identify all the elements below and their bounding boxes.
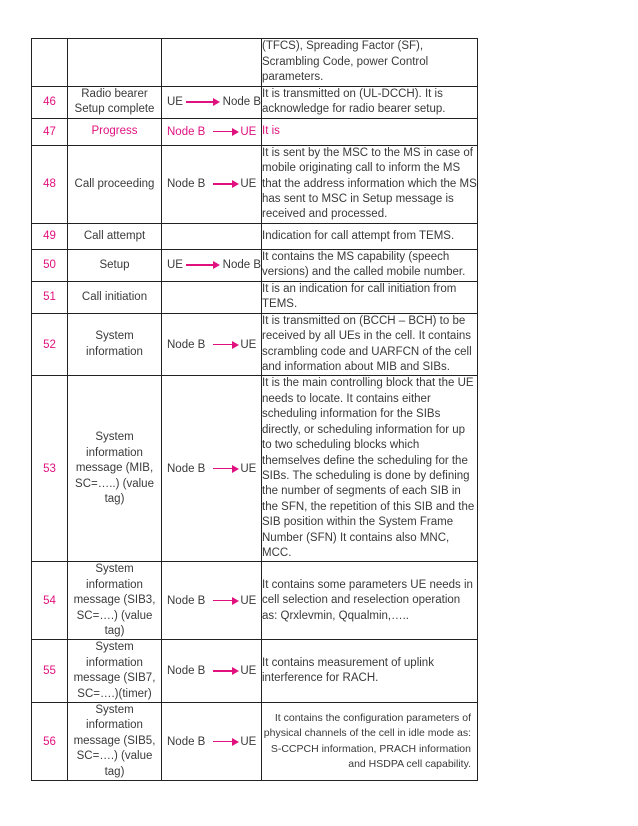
direction-to: Node B [222,96,261,109]
row-number [32,39,68,87]
message-name: System information message (SIB7, SC=….)(timer) [68,640,162,703]
direction [162,313,262,376]
direction-from: Node B [167,594,206,607]
direction [162,39,262,87]
message-name: Progress [68,118,162,145]
direction-to: UE [240,178,257,191]
table-row [32,118,478,145]
table-row [32,145,478,223]
direction-from: Node B [167,178,206,191]
message-name: System information message (SIB5, SC=….) (value tag) [68,703,162,781]
message-name: Call initiation [68,281,162,313]
direction [162,223,262,249]
table-row [32,703,478,781]
direction [162,640,262,703]
row-number: 48 [32,145,68,223]
message-description: It is transmitted on (UL-DCCH). It is acknowledge for radio bearer setup. [262,87,478,119]
arrow-right-icon [213,737,239,747]
row-number: 52 [32,313,68,376]
table-row [32,223,478,249]
message-name [68,39,162,87]
message-description: It is transmitted on (BCCH – BCH) to be received by all UEs in the cell. It contains scrambling code and UARFCN of the cell and information about MIB and SIBs. [262,313,478,376]
row-number: 53 [32,376,68,562]
arrow-right-icon [213,464,239,474]
table-row [32,281,478,313]
message-description: It contains some parameters UE needs in cell selection and reselection operation as: Qrxlevmin, Qqualmin,….. [262,562,478,640]
message-description: It is an indication for call initiation from TEMS. [262,281,478,313]
direction [162,703,262,781]
table-row [32,376,478,562]
direction [162,118,262,145]
table-row [32,313,478,376]
table-row [32,640,478,703]
row-number: 49 [32,223,68,249]
message-description: It is sent by the MSC to the MS in case of mobile originating call to inform the MS that the address information which the MS has sent to MSC in Setup message is received and processed. [262,145,478,223]
row-number: 47 [32,118,68,145]
direction-to: UE [240,125,257,138]
direction [162,249,262,281]
message-description: (TFCS), Spreading Factor (SF), Scrambling Code, power Control parameters. [262,39,478,87]
direction [162,376,262,562]
message-description: It contains measurement of uplink interference for RACH. [262,640,478,703]
message-name: Setup [68,249,162,281]
message-description: It contains the configuration parameters of physical channels of the cell in idle mode as: S-CCPCH information, PRACH information and HSDPA cell capability. [262,703,478,781]
message-description: Indication for call attempt from TEMS. [262,223,478,249]
arrow-right-icon [213,179,239,189]
message-name: System information message (SIB3, SC=….) (value tag) [68,562,162,640]
arrow-right-icon [213,666,239,676]
direction-to: UE [240,594,257,607]
row-number: 56 [32,703,68,781]
direction-from: UE [167,96,183,109]
arrow-right-icon [213,340,239,350]
row-number: 51 [32,281,68,313]
row-number: 50 [32,249,68,281]
message-description: It is [262,118,478,145]
message-name: System information message (MIB, SC=…..) (value tag) [68,376,162,562]
message-description: It is the main controlling block that the UE needs to locate. It contains either scheduling information for the SIBs directly, or scheduling information for up to two scheduling blocks which themselves define the scheduling for the SIBs. The scheduling is done by defining the number of segments of each SIB in the SFN, the repetition of this SIB and the SIB position within the System Frame Number (SFN) It contains also MNC, MCC. [262,376,478,562]
message-table [31,38,478,781]
table-row [32,87,478,119]
direction-from: Node B [167,735,206,748]
arrow-right-icon [213,127,239,137]
table-row [32,249,478,281]
table-row [32,39,478,87]
message-description: It contains the MS capability (speech versions) and the called mobile number. [262,249,478,281]
direction-to: UE [240,338,257,351]
row-number: 54 [32,562,68,640]
message-name: Call attempt [68,223,162,249]
direction [162,87,262,119]
arrow-right-icon [186,260,220,270]
row-number: 55 [32,640,68,703]
message-name: System information [68,313,162,376]
direction-to: Node B [222,259,261,272]
direction [162,145,262,223]
arrow-right-icon [213,596,239,606]
direction-from: Node B [167,125,206,138]
direction-from: Node B [167,665,206,678]
direction-from: Node B [167,462,206,475]
direction-to: UE [240,462,257,475]
direction [162,562,262,640]
message-name: Call proceeding [68,145,162,223]
direction-to: UE [240,735,257,748]
direction-from: UE [167,259,183,272]
row-number: 46 [32,87,68,119]
direction [162,281,262,313]
table-row [32,562,478,640]
arrow-right-icon [186,97,220,107]
direction-to: UE [240,665,257,678]
direction-from: Node B [167,338,206,351]
message-name: Radio bearer Setup complete [68,87,162,119]
